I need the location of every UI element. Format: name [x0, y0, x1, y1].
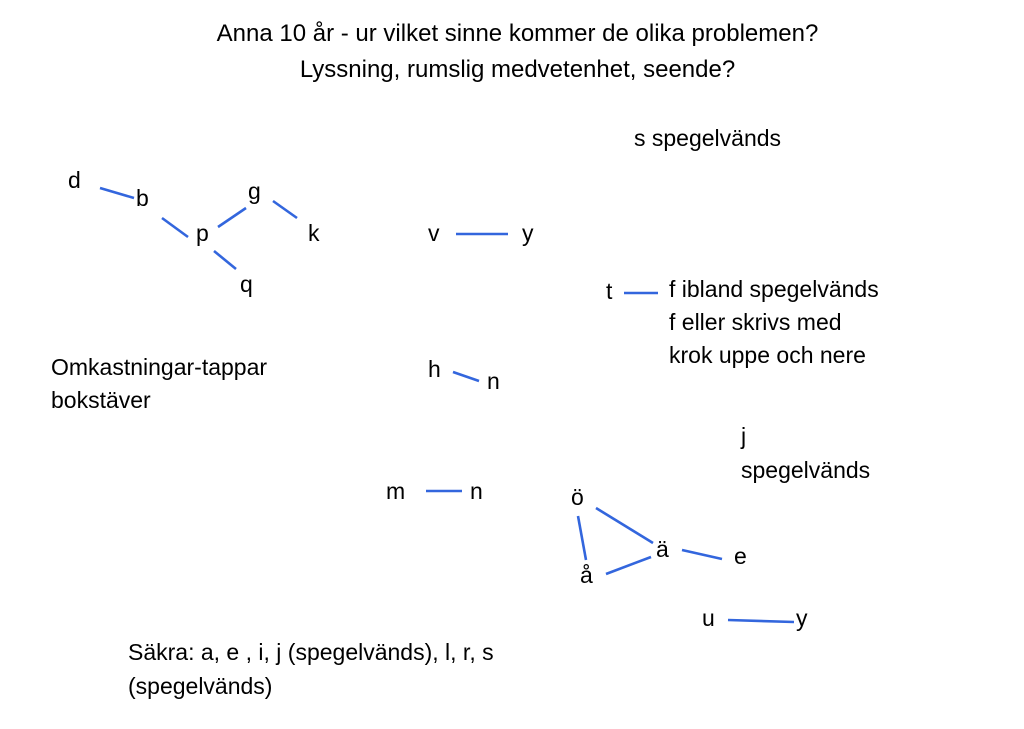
link-o-a-uml — [596, 508, 653, 543]
letter-v: v — [428, 220, 440, 246]
letter-y-1: y — [522, 220, 534, 246]
link-p-g — [218, 208, 246, 227]
note-sakra-line-2: (spegelvänds) — [128, 673, 273, 699]
link-b-p — [162, 218, 188, 237]
letter-t: t — [606, 278, 613, 304]
letter-u: u — [702, 605, 715, 631]
letter-k: k — [308, 220, 320, 246]
letter-q: q — [240, 271, 253, 297]
letter-n-1: n — [487, 368, 500, 394]
note-j-letter: j — [741, 423, 747, 449]
letter-o-umlaut: ö — [571, 484, 584, 510]
letter-b: b — [136, 185, 149, 211]
link-a-uml-e — [682, 550, 722, 559]
letter-p: p — [196, 220, 209, 246]
note-j-mirrored: spegelvänds — [741, 457, 871, 483]
note-s-mirrored: s spegelvänds — [634, 125, 782, 151]
link-p-q — [214, 251, 236, 269]
note-omkastningar-line-1: Omkastningar-tappar — [51, 354, 268, 380]
letter-y-2: y — [796, 605, 808, 631]
note-f-line-3: krok uppe och nere — [669, 342, 866, 368]
link-h-n — [453, 372, 479, 381]
note-sakra-line-1: Säkra: a, e , i, j (spegelvänds), l, r, s — [128, 639, 494, 665]
letter-a-umlaut: ä — [656, 536, 669, 562]
link-u-y — [728, 620, 794, 622]
title-line-1: Anna 10 år - ur vilket sinne kommer de olika problemen? — [216, 20, 819, 47]
letter-e: e — [734, 543, 747, 569]
link-d-b — [100, 188, 134, 198]
title-line-2: Lyssning, rumslig medvetenhet, seende? — [299, 56, 736, 83]
letter-m: m — [386, 478, 406, 504]
note-f-line-1: f ibland spegelvänds — [669, 276, 879, 302]
note-f-line-2: f eller skrivs med — [669, 309, 842, 335]
letter-g: g — [248, 178, 261, 204]
link-o-a-ring — [578, 516, 586, 560]
link-g-k — [273, 201, 297, 218]
letter-n-2: n — [470, 478, 483, 504]
letter-d: d — [68, 167, 81, 193]
link-a-ring-a-uml — [606, 557, 651, 574]
letter-h: h — [428, 356, 441, 382]
note-omkastningar-line-2: bokstäver — [51, 387, 151, 413]
letter-a-ring: å — [580, 562, 593, 588]
